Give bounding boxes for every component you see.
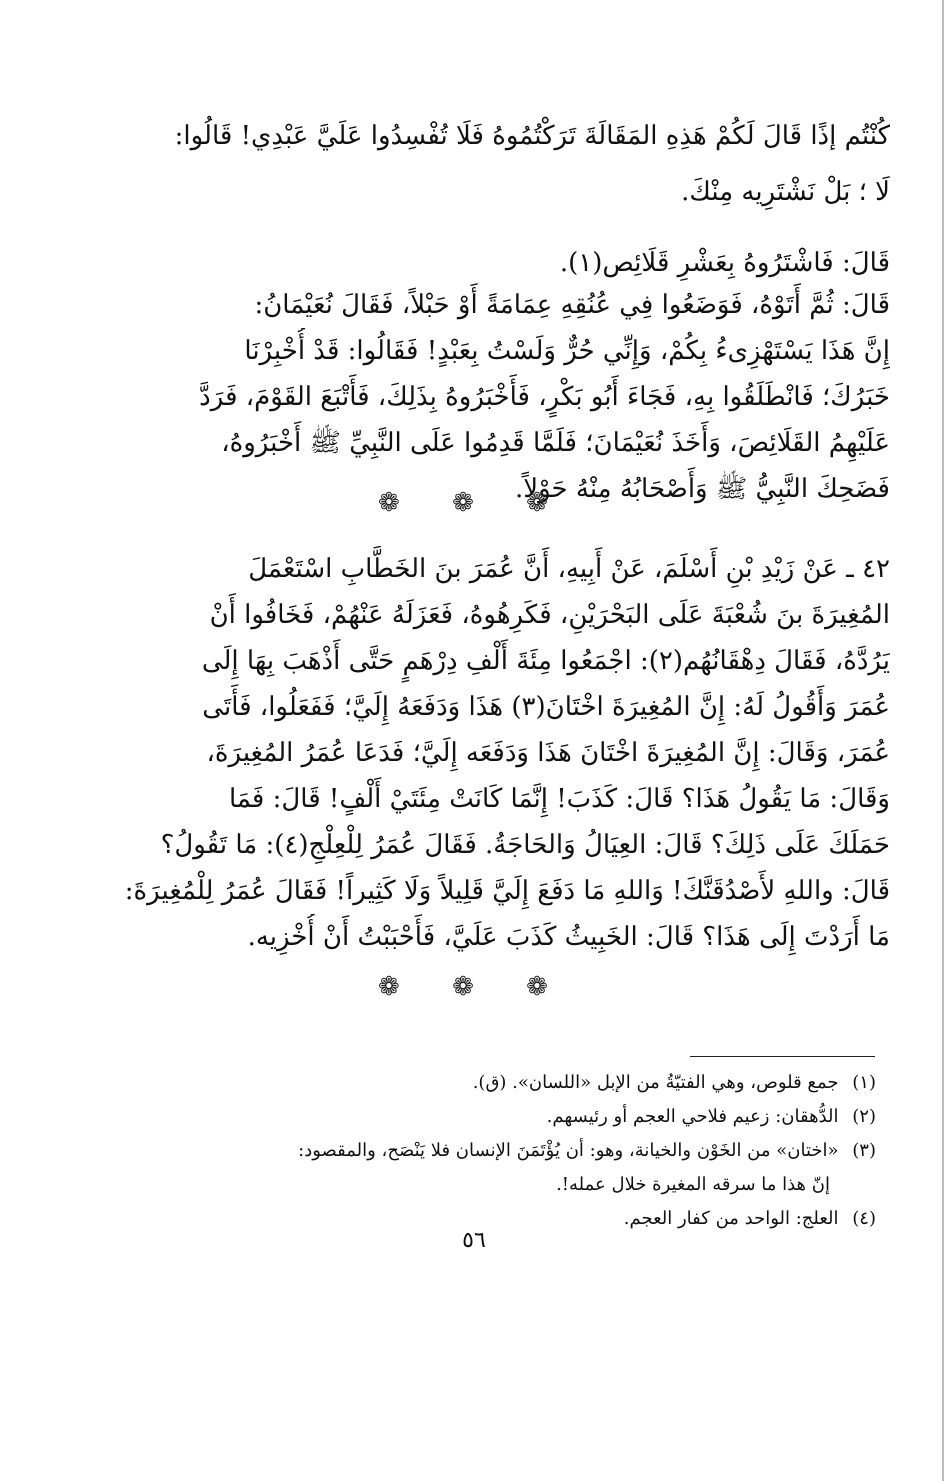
paragraph-1 (95, 108, 890, 220)
footnote-number: (١) (852, 1072, 876, 1093)
text-line: مَا أَرَدْتَ إِلَى هَذَا؟ قَالَ: الخَبِيثُ كَذَبَ عَلَيَّ، فَأَحْبَبْتُ أَنْ أُخْزِيه. (247, 922, 890, 952)
text-line: يَرُدَّهُ، فَقَالَ دِهْقَانُهُم(٢): اجْمَعُوا مِئَةَ أَلْفِ دِرْهَمٍ حَتَّى أَذْهَبَ بِهَا إِلَى (201, 646, 890, 676)
paragraph-3 (95, 282, 890, 512)
paragraph-2 (95, 240, 890, 286)
text-line: قَالَ: فَاشْتَرُوهُ بِعَشْرِ قَلَائِص(١). (559, 248, 890, 278)
text-line: عَلَيْهِمُ القَلَائِصَ، وَأَخَذَ نُعَيْمَانَ؛ فَلَمَّا قَدِمُوا عَلَى النَّبِيِّ ﷺ أَخْبَرُوهُ، (221, 428, 890, 458)
text-line: ٤٢ ـ عَنْ زَيْدِ بْنِ أَسْلَمَ، عَنْ أَبِيهِ، أَنَّ عُمَرَ بنَ الخَطَّابِ اسْتَعْمَلَ (248, 554, 890, 584)
footnote-continuation: إنّ هذا ما سرقه المغيرة خلال عمله!. (556, 1174, 830, 1195)
footnote-text: العلج: الواحد من كفار العجم. (623, 1208, 839, 1229)
text-line: المُغِيرَةَ بنَ شُعْبَةَ عَلَى البَحْرَيْنِ، فَكَرِهُوهُ، فَعَزَلَهُ عَنْهُمْ، فَخَافُوا أَنْ (209, 600, 890, 630)
section-divider: ❁ ❁ ❁ (378, 972, 570, 1002)
text-line: فَضَحِكَ النَّبِيُّ ﷺ وَأَصْحَابُهُ مِنْهُ حَوْلاً. (515, 474, 890, 504)
footnote (80, 1066, 876, 1100)
footnote-number: (٣) (852, 1140, 876, 1161)
footnote-number: (٤) (852, 1208, 876, 1229)
text-line: وَقَالَ: مَا يَقُولُ هَذَا؟ قَالَ: كَذَبَ! إِنَّمَا كَانَتْ مِئَتَيْ أَلْفٍ! قَالَ: فَمَا (228, 784, 890, 814)
footnote-text: الدُّهقان: زعيم فلاحي العجم أو رئيسهم. (546, 1106, 839, 1127)
text-line: لَا ؛ بَلْ نَشْتَرِيه مِنْكَ. (681, 177, 890, 207)
footnote (80, 1134, 876, 1202)
footnote-rule (690, 1056, 875, 1057)
page-number: ٥٦ (462, 1228, 486, 1253)
scan-edge-line (942, 0, 944, 1481)
text-line: عُمَرَ، وَقَالَ: إِنَّ المُغِيرَةَ اخْتَانَ هَذَا وَدَفَعَه إِلَيَّ؛ فَدَعَا عُمَرُ المُغِيرَةَ، (206, 738, 890, 768)
text-line: كُنْتُم إذًا قَالَ لَكُمْ هَذِهِ المَقَالَةَ تَرَكْتُمُوهُ فَلَا تُفْسِدُوا عَلَيَّ عَبْدِي! قَالُوا: (174, 121, 890, 151)
footnotes (80, 1066, 876, 1236)
text-line: قَالَ: واللهِ لأَصْدُقَنَّكَ! وَاللهِ مَا دَفَعَ إِلَيَّ قَلِيلاً وَلَا كَثِيراً! فَقَالَ عُمَرُ لِلْمُغِيرَةَ: (124, 876, 890, 906)
text-line: إِنَّ هَذَا يَسْتَهْزِىءُ بِكُمْ، وَإِنِّي حُرٌّ وَلَسْتُ بِعَبْدٍ! فَقَالُوا: قَدْ أُخْبِرْنَا (244, 336, 890, 366)
paragraph-4 (95, 546, 890, 960)
footnote (80, 1100, 876, 1134)
text-line: خَبَرُكَ؛ فَانْطَلَقُوا بِهِ، فَجَاءَ أَبُو بَكْرٍ، فَأَخْبَرُوهُ بِذَلِكَ، فَأَتْبَعَ القَوْمَ، فَرَدَّ (199, 382, 890, 412)
footnote-number: (٢) (852, 1106, 876, 1127)
text-line: حَمَلَكَ عَلَى ذَلِكَ؟ قَالَ: العِيَالُ وَالحَاجَةُ. فَقَالَ عُمَرُ لِلْعِلْجِ(٤): مَا تَقُولُ؟ (160, 830, 890, 860)
text-line: قَالَ: ثُمَّ أَتَوْهُ، فَوَضَعُوا فِي عُنُقِهِ عِمَامَةً أَوْ حَبْلاً، فَقَالَ نُعَيْمَانُ: (254, 290, 890, 320)
footnote-text: جمع قلوص، وهي الفتيّةُ من الإبل «اللسان». (ق). (472, 1072, 839, 1093)
text-line: عُمَرَ وَأَقُولُ لَهُ: إِنَّ المُغِيرَةَ اخْتَانَ(٣) هَذَا وَدَفَعَهُ إِلَيَّ؛ فَفَعَلُوا، فَأَتَى (202, 692, 890, 722)
section-divider: ❁ ❁ ❁ (378, 488, 570, 518)
footnote-text: «اختان» من الخَوْن والخيانة، وهو: أن يُؤْتَمَنَ الإنسان فلا يَنْصَح، والمقصود: (298, 1140, 839, 1161)
